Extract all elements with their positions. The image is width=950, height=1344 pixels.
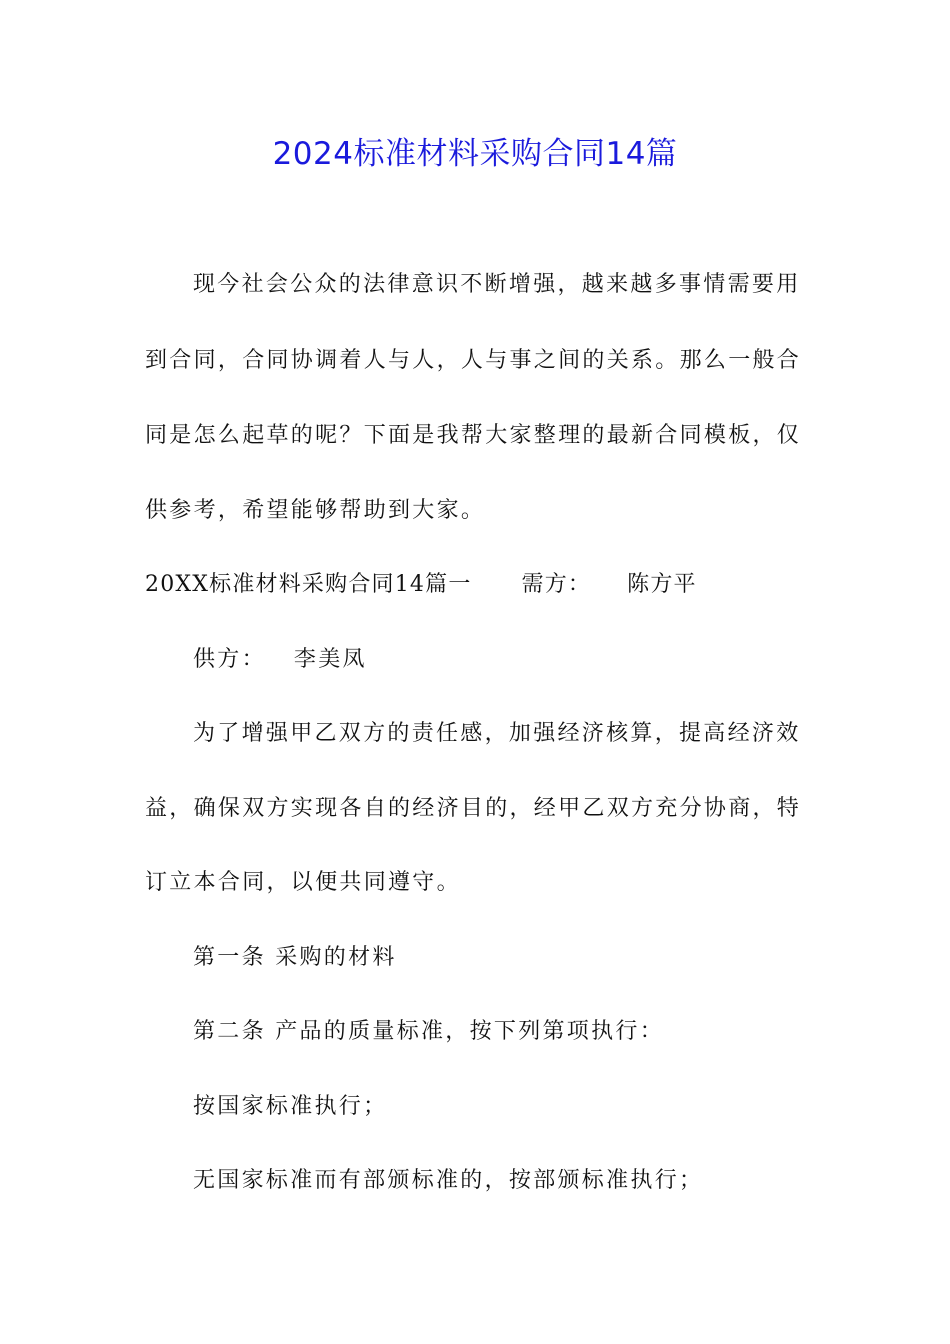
article-2: 第二条 产品的质量标准，按下列第项执行： — [193, 1019, 664, 1044]
clause-2: 无国家标准而有部颁标准的，按部颁标准执行； — [193, 1168, 704, 1193]
article-1: 第一条 采购的材料 — [193, 945, 397, 970]
supplier-label: 供方： — [193, 647, 266, 672]
section-heading-line — [145, 570, 815, 600]
buyer-label: 需方： — [521, 572, 592, 597]
supplier-name: 李美凤 — [293, 647, 367, 672]
intro-line-4: 供参考，希望能够帮助到大家。 — [145, 498, 486, 523]
intro-line-2: 到合同，合同协调着人与人，人与事之间的关系。那么一般合 — [145, 348, 802, 373]
purpose-line-2: 益，确保双方实现各自的经济目的，经甲乙双方充分协商，特 — [145, 796, 802, 821]
supplier-line — [193, 645, 813, 675]
purpose-line-1: 为了增强甲乙双方的责任感，加强经济核算，提高经济效 — [193, 721, 801, 746]
buyer-name: 陈方平 — [627, 572, 697, 597]
purpose-line-3: 订立本合同，以便共同遵守。 — [145, 870, 461, 895]
clause-1: 按国家标准执行； — [193, 1094, 388, 1119]
document-title: 2024标准材料采购合同14篇 — [272, 136, 678, 172]
intro-line-1: 现今社会公众的法律意识不断增强，越来越多事情需要用 — [193, 272, 801, 297]
section-heading: 20XX标准材料采购合同14篇一 — [145, 572, 472, 597]
intro-line-3: 同是怎么起草的呢？下面是我帮大家整理的最新合同模板，仅 — [145, 423, 802, 448]
